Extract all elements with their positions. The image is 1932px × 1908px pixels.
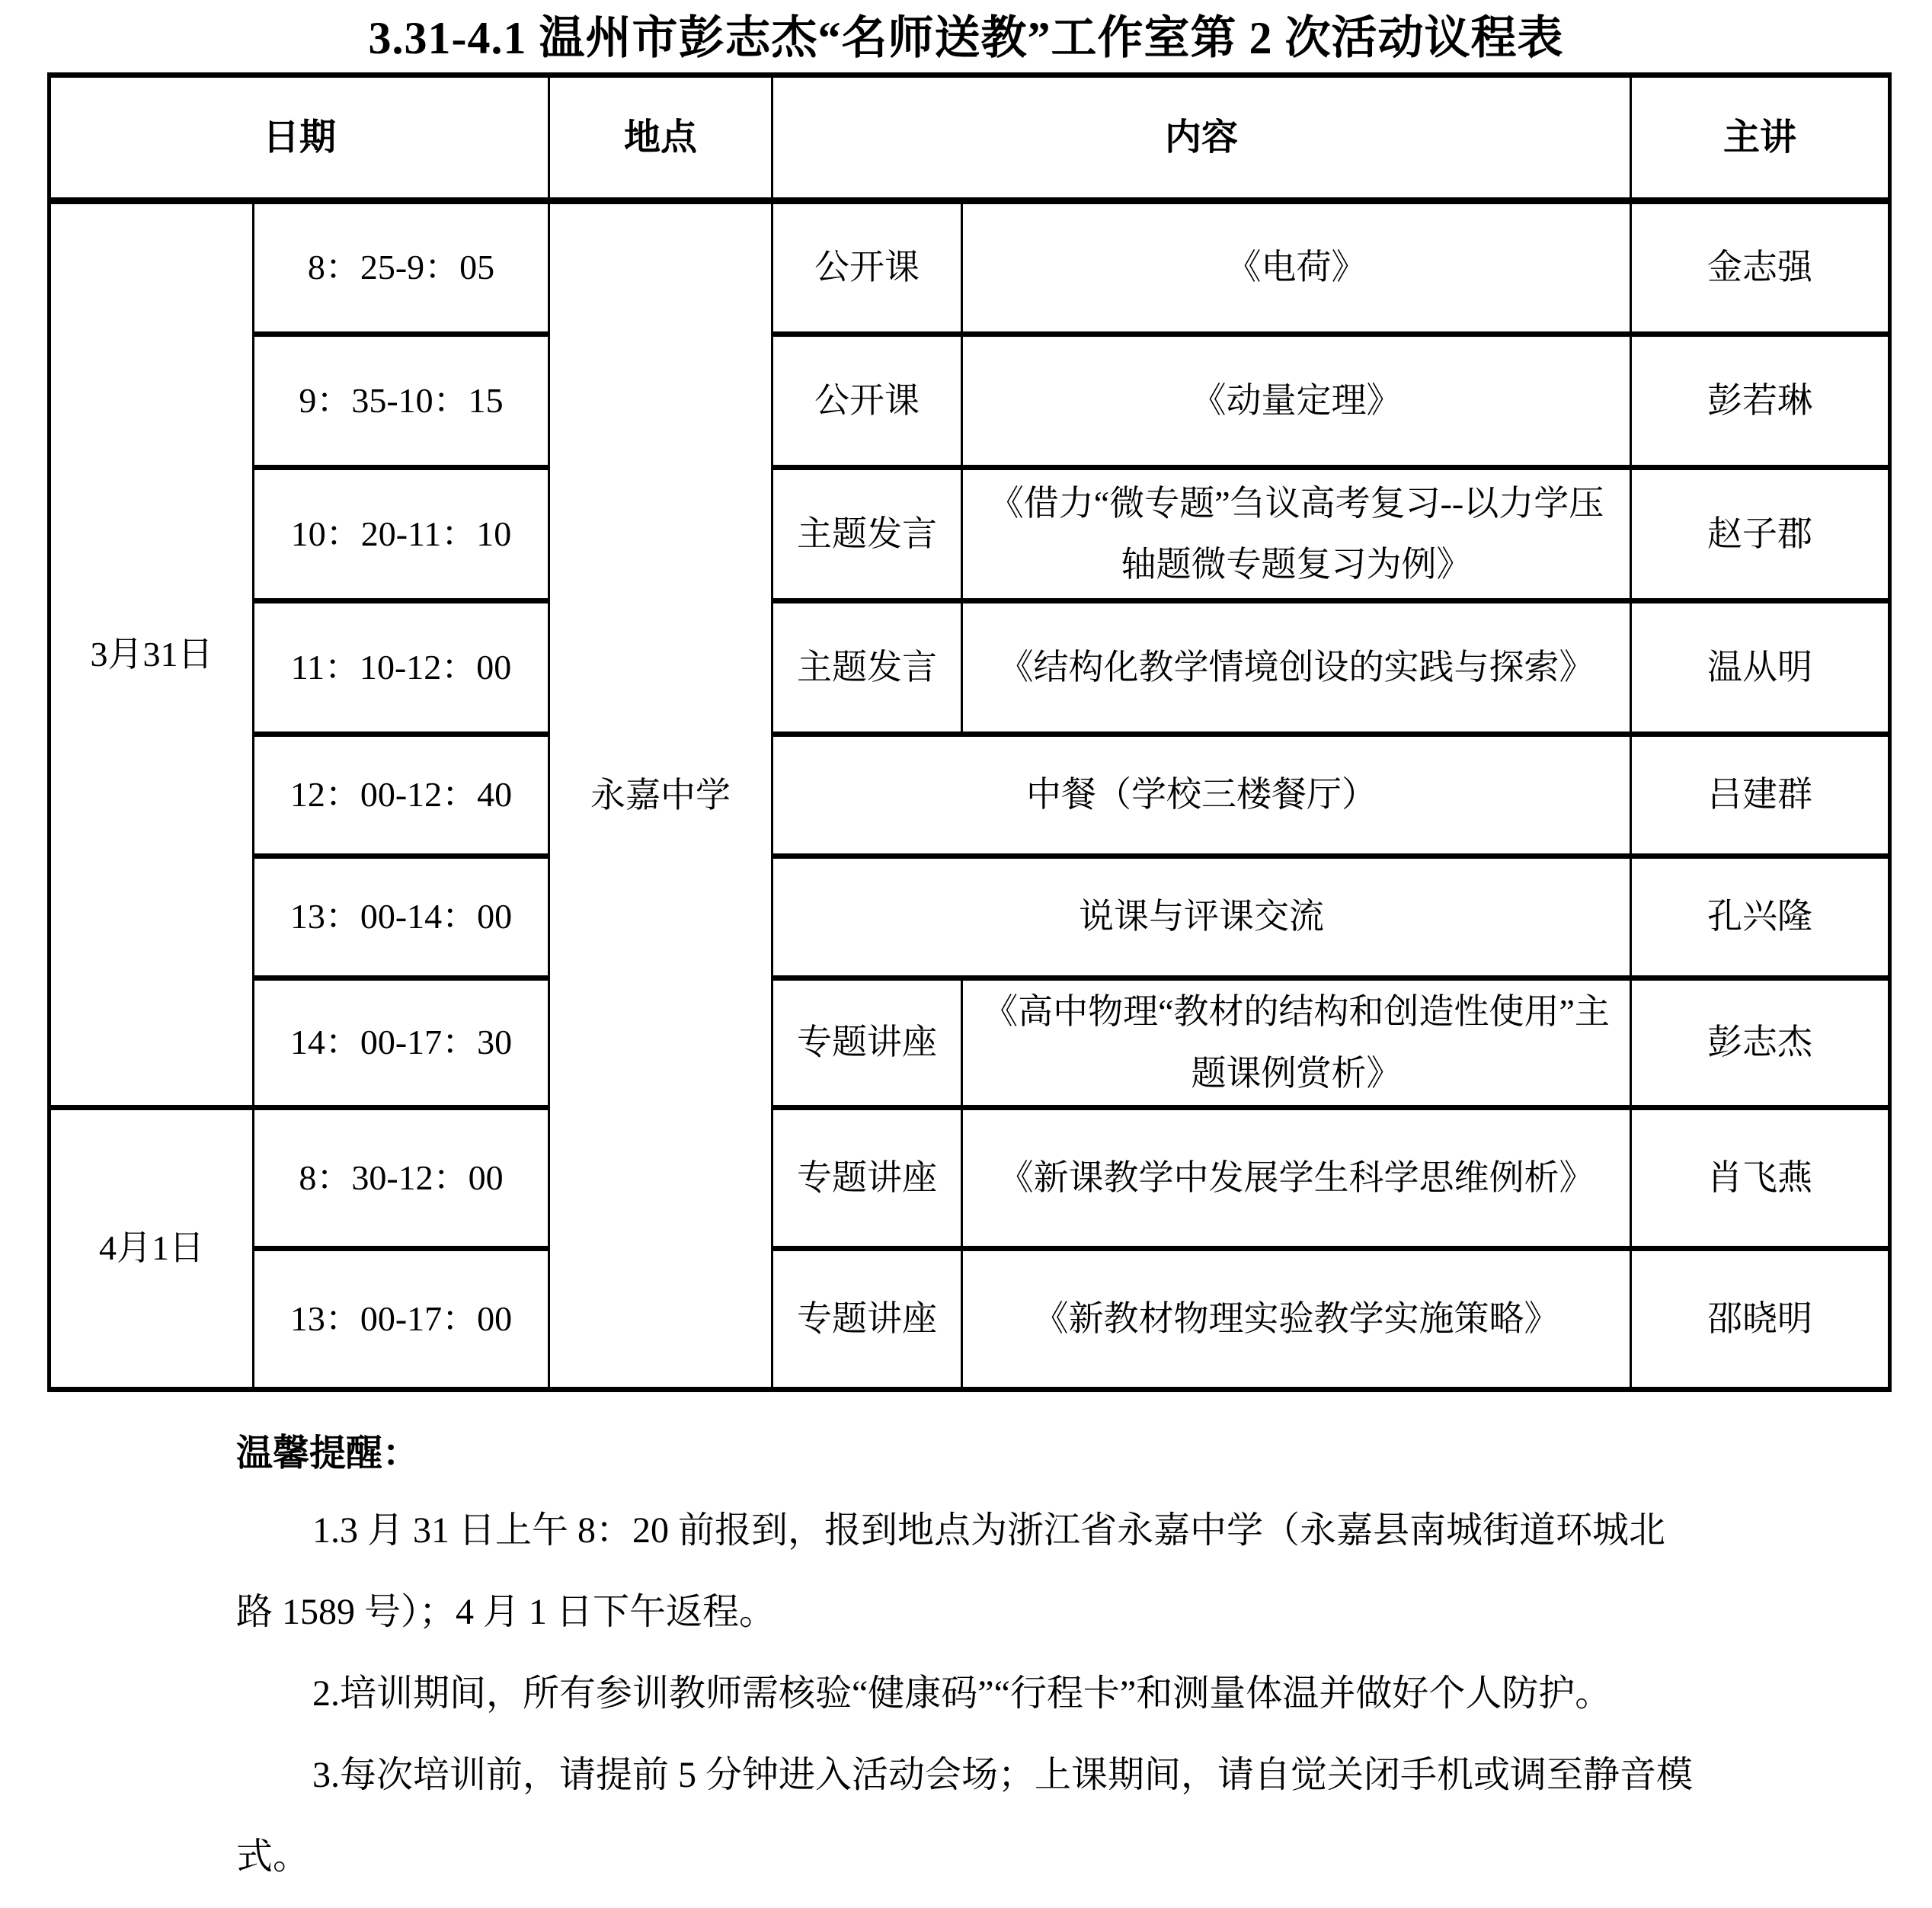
topic-cell: 《新教材物理实验教学实施策略》 bbox=[962, 1249, 1631, 1390]
type-cell: 专题讲座 bbox=[772, 978, 962, 1108]
location-cell: 永嘉中学 bbox=[549, 201, 772, 1390]
time-cell: 14：00-17：30 bbox=[254, 978, 549, 1108]
note-line-3: 3.每次培训前，请提前 5 分钟进入活动会场；上课期间，请自觉关闭手机或调至静音模 bbox=[312, 1755, 1694, 1795]
table-row bbox=[50, 335, 1890, 468]
date-cell-mar31: 3月31日 bbox=[50, 201, 254, 1108]
topic-cell: 《新课教学中发展学生科学思维例析》 bbox=[962, 1108, 1631, 1249]
note-line-1: 1.3 月 31 日上午 8：20 前报到，报到地点为浙江省永嘉中学（永嘉县南城街道环城北 bbox=[312, 1510, 1666, 1551]
speaker-cell: 赵子郡 bbox=[1631, 468, 1890, 601]
page-title: 3.31-4.1 温州市彭志杰“名师送教”工作室第 2 次活动议程表 bbox=[368, 13, 1564, 63]
table-row bbox=[50, 601, 1890, 735]
topic-cell: 《借力“微专题”刍议高考复习--以力学压轴题微专题复习为例》 bbox=[962, 468, 1631, 601]
speaker-cell: 金志强 bbox=[1631, 201, 1890, 335]
speaker-cell: 邵晓明 bbox=[1631, 1249, 1890, 1390]
table-row bbox=[50, 978, 1890, 1108]
speaker-cell: 彭若琳 bbox=[1631, 335, 1890, 468]
topic-cell: 《高中物理“教材的结构和创造性使用”主题课例赏析》 bbox=[962, 978, 1631, 1108]
topic-cell-merged: 中餐（学校三楼餐厅） bbox=[772, 735, 1631, 856]
type-cell: 专题讲座 bbox=[772, 1108, 962, 1249]
time-cell: 13：00-14：00 bbox=[254, 856, 549, 978]
table-row bbox=[50, 468, 1890, 601]
time-cell: 11：10-12：00 bbox=[254, 601, 549, 735]
speaker-cell: 肖飞燕 bbox=[1631, 1108, 1890, 1249]
topic-cell-merged: 说课与评课交流 bbox=[772, 856, 1631, 978]
type-cell: 主题发言 bbox=[772, 468, 962, 601]
type-cell: 主题发言 bbox=[772, 601, 962, 735]
speaker-cell: 彭志杰 bbox=[1631, 978, 1890, 1108]
note-line-1-cont: 路 1589 号）；4 月 1 日下午返程。 bbox=[236, 1592, 776, 1632]
topic-cell: 《动量定理》 bbox=[962, 335, 1631, 468]
header-content: 内容 bbox=[772, 75, 1631, 201]
header-location: 地点 bbox=[549, 75, 772, 201]
notes-title: 温馨提醒： bbox=[236, 1433, 420, 1474]
agenda-table bbox=[47, 72, 1892, 1392]
time-cell: 8：25-9：05 bbox=[254, 201, 549, 335]
table-row bbox=[50, 201, 1890, 335]
header-speaker: 主讲 bbox=[1631, 75, 1890, 201]
type-cell: 公开课 bbox=[772, 201, 962, 335]
table-row bbox=[50, 1108, 1890, 1249]
topic-cell: 《电荷》 bbox=[962, 201, 1631, 335]
topic-cell: 《结构化教学情境创设的实践与探索》 bbox=[962, 601, 1631, 735]
time-cell: 10：20-11：10 bbox=[254, 468, 549, 601]
table-row bbox=[50, 735, 1890, 856]
speaker-cell: 吕建群 bbox=[1631, 735, 1890, 856]
time-cell: 9：35-10：15 bbox=[254, 335, 549, 468]
type-cell: 专题讲座 bbox=[772, 1249, 962, 1390]
time-cell: 13：00-17：00 bbox=[254, 1249, 549, 1390]
time-cell: 8：30-12：00 bbox=[254, 1108, 549, 1249]
notes-section bbox=[236, 1423, 1851, 1908]
type-cell: 公开课 bbox=[772, 335, 962, 468]
note-line-3-cont: 式。 bbox=[236, 1836, 310, 1877]
header-date: 日期 bbox=[50, 75, 549, 201]
table-row bbox=[50, 1249, 1890, 1390]
note-line-2: 2.培训期间，所有参训教师需核验“健康码”“行程卡”和测量体温并做好个人防护。 bbox=[312, 1673, 1612, 1714]
time-cell: 12：00-12：40 bbox=[254, 735, 549, 856]
speaker-cell: 孔兴隆 bbox=[1631, 856, 1890, 978]
date-cell-apr1: 4月1日 bbox=[50, 1108, 254, 1390]
table-row bbox=[50, 856, 1890, 978]
speaker-cell: 温从明 bbox=[1631, 601, 1890, 735]
